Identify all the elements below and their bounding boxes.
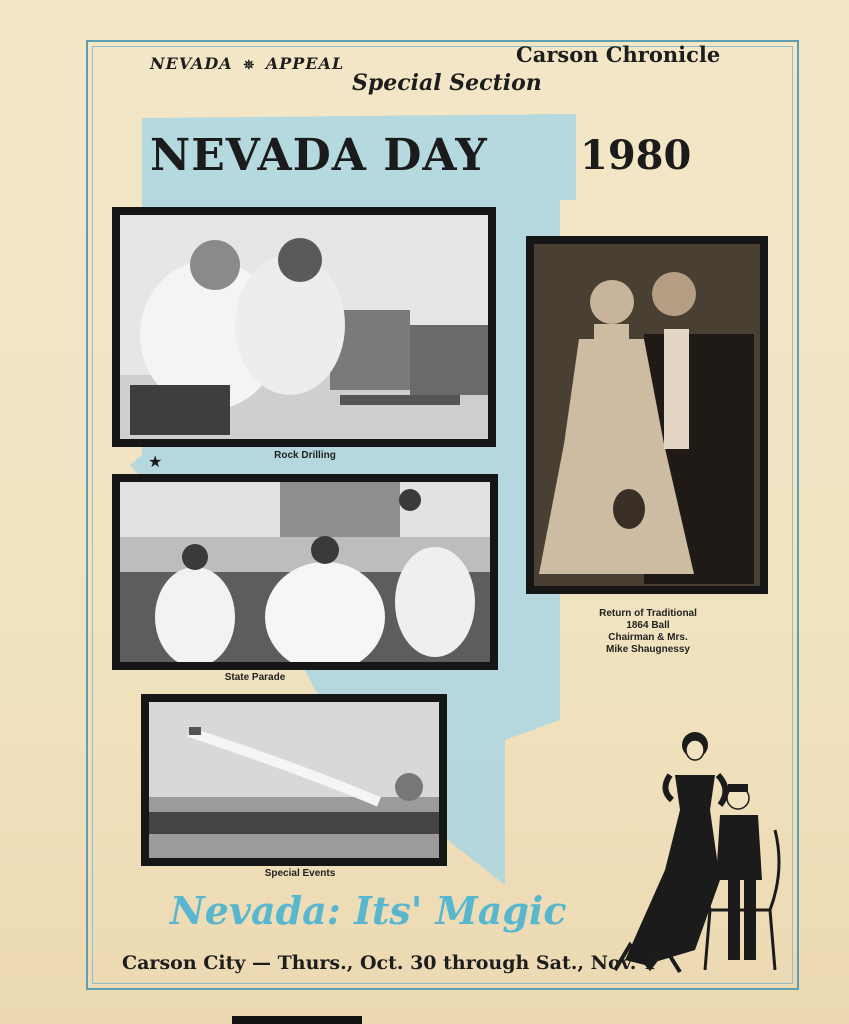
photo-special-events bbox=[141, 694, 447, 866]
special-section-label: Special Section bbox=[352, 70, 542, 96]
caption-state-parade: State Parade bbox=[224, 672, 286, 683]
slogan: Nevada: Its' Magic bbox=[170, 888, 567, 933]
bottom-edge-mark bbox=[232, 1016, 362, 1024]
masthead-nevada-appeal bbox=[150, 54, 344, 73]
photo-1864-ball bbox=[526, 236, 768, 594]
masthead-carson-chronicle: Carson Chronicle bbox=[516, 42, 721, 67]
lamp-icon: ⛯ bbox=[243, 58, 255, 73]
victorian-couple-illustration bbox=[610, 720, 790, 985]
photo-state-parade bbox=[112, 474, 498, 670]
caption-ball-line3: Chairman & Mrs. bbox=[608, 632, 688, 643]
star-icon: ★ bbox=[148, 452, 163, 471]
caption-ball-line4: Mike Shaugnessy bbox=[606, 644, 690, 655]
caption-ball-line1: Return of Traditional bbox=[599, 608, 697, 619]
masthead-left-word1: NEVADA bbox=[150, 54, 233, 73]
caption-special-events: Special Events bbox=[264, 868, 336, 879]
headline: NEVADA DAY bbox=[150, 130, 488, 181]
masthead-left-word2: APPEAL bbox=[265, 54, 345, 73]
photo-rock-drilling bbox=[112, 207, 496, 447]
event-dates: Carson City — Thurs., Oct. 30 through Sat., Nov. 1 bbox=[122, 952, 657, 974]
caption-ball-line2: 1864 Ball bbox=[626, 620, 670, 631]
caption-1864-ball bbox=[568, 608, 728, 656]
headline-year: 1980 bbox=[580, 132, 692, 179]
caption-rock-drilling: Rock Drilling bbox=[274, 450, 336, 461]
